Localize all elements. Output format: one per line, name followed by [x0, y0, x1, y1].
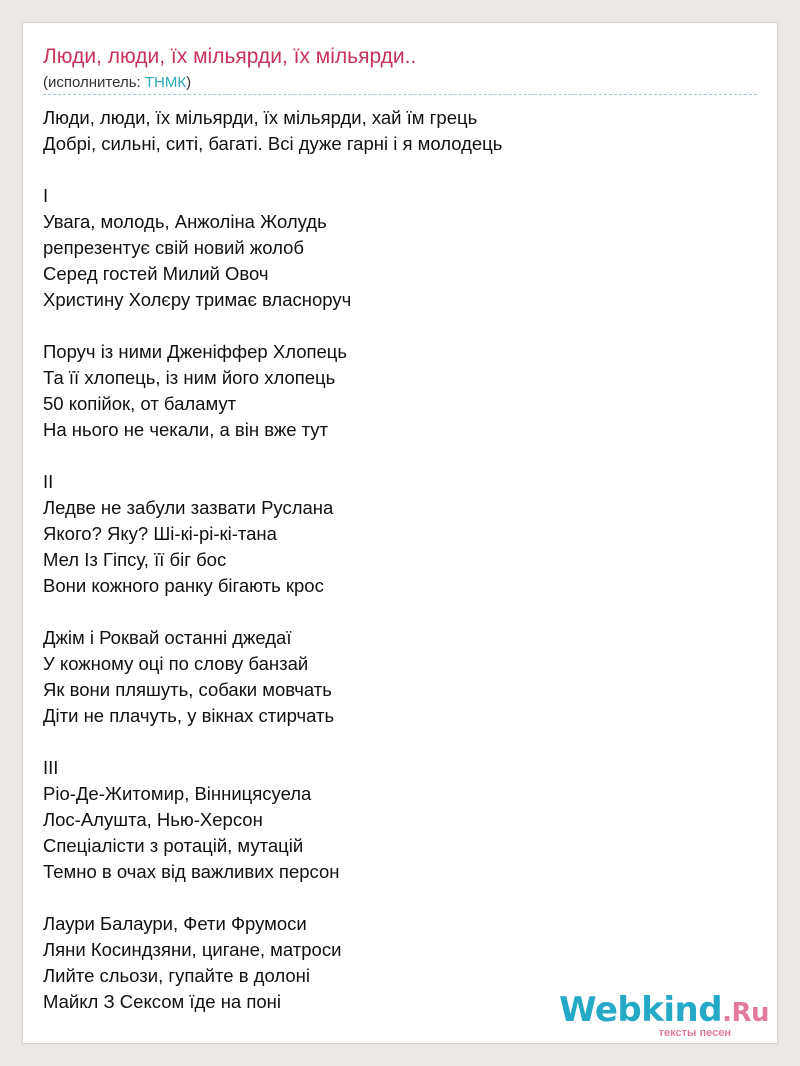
lyric-line: Спеціалісти з ротацій, мутацій	[43, 835, 304, 856]
lyric-line: Ріо-Де-Житомир, Вінницясуела	[43, 783, 312, 804]
stanza-break	[43, 599, 757, 625]
song-title: Люди, люди, їх мільярди, їх мільярди..	[43, 45, 417, 68]
stanza-break	[43, 313, 757, 339]
watermark-tagline: тексты песен	[658, 1027, 731, 1039]
lyric-line: Поруч із ними Дженіффер Хлопець	[43, 341, 348, 362]
lyric-line: Лаури Балаури, Фети Фрумоси	[43, 913, 307, 934]
lyric-line: Та її хлопець, із ним його хлопець	[43, 367, 336, 388]
lyric-line: Мел Із Гіпсу, її біг бос	[43, 549, 227, 570]
stanza-break	[43, 443, 757, 469]
site-watermark	[559, 992, 769, 1039]
lyric-line: Лийте сльози, гупайте в долоні	[43, 965, 310, 986]
lyric-line: II	[43, 471, 54, 492]
lyrics-card	[22, 22, 778, 1044]
lyric-line: Ледве не забули зазвати Руслана	[43, 497, 334, 518]
lyric-line: Христину Холєру тримає власноруч	[43, 289, 352, 310]
lyric-line: Діти не плачуть, у вікнах стирчать	[43, 705, 335, 726]
lyric-line: Серед гостей Милий Овоч	[43, 263, 269, 284]
lyric-line: Вони кожного ранку бігають крос	[43, 575, 324, 596]
lyric-line: Лос-Алушта, Нью-Херсон	[43, 809, 263, 830]
artist-line	[43, 74, 191, 91]
lyric-line: репрезентує свій новий жолоб	[43, 237, 305, 258]
lyric-line: Ляни Косиндзяни, цигане, матроси	[43, 939, 342, 960]
lyrics-body	[43, 105, 757, 1015]
lyric-line: Увага, молодь, Анжоліна Жолудь	[43, 211, 327, 232]
artist-suffix: )	[186, 74, 192, 91]
lyric-line: Добрі, сильні, ситі, багаті. Всі дуже гарні і я молодець	[43, 133, 503, 154]
stanza-break	[43, 885, 757, 911]
watermark-brand-main: Webkind	[559, 990, 723, 1030]
lyric-line: У кожному оці по слову банзай	[43, 653, 309, 674]
lyric-line: Люди, люди, їх мільярди, їх мільярди, хай їм грець	[43, 107, 478, 128]
lyric-line: 50 копійок, от баламут	[43, 393, 237, 414]
lyric-line: Якого? Яку? Ші-кі-рі-кі-тана	[43, 523, 277, 544]
lyric-line: III	[43, 757, 59, 778]
lyric-line: Джім і Роквай останні джедаї	[43, 627, 292, 648]
watermark-logo	[559, 992, 769, 1031]
watermark-brand-tld: .Ru	[722, 998, 769, 1028]
lyric-line: Як вони пляшуть, собаки мовчать	[43, 679, 332, 700]
lyric-line: Темно в очах від важливих персон	[43, 861, 340, 882]
artist-link[interactable]: ТНМК	[144, 74, 187, 91]
artist-prefix: (исполнитель:	[43, 74, 145, 91]
lyric-line: Майкл З Сексом їде на поні	[43, 991, 281, 1012]
stanza-break	[43, 157, 757, 183]
lyric-line: I	[43, 185, 49, 206]
stanza-break	[43, 729, 757, 755]
title-divider	[43, 94, 757, 95]
lyric-line: На нього не чекали, а він вже тут	[43, 419, 329, 440]
